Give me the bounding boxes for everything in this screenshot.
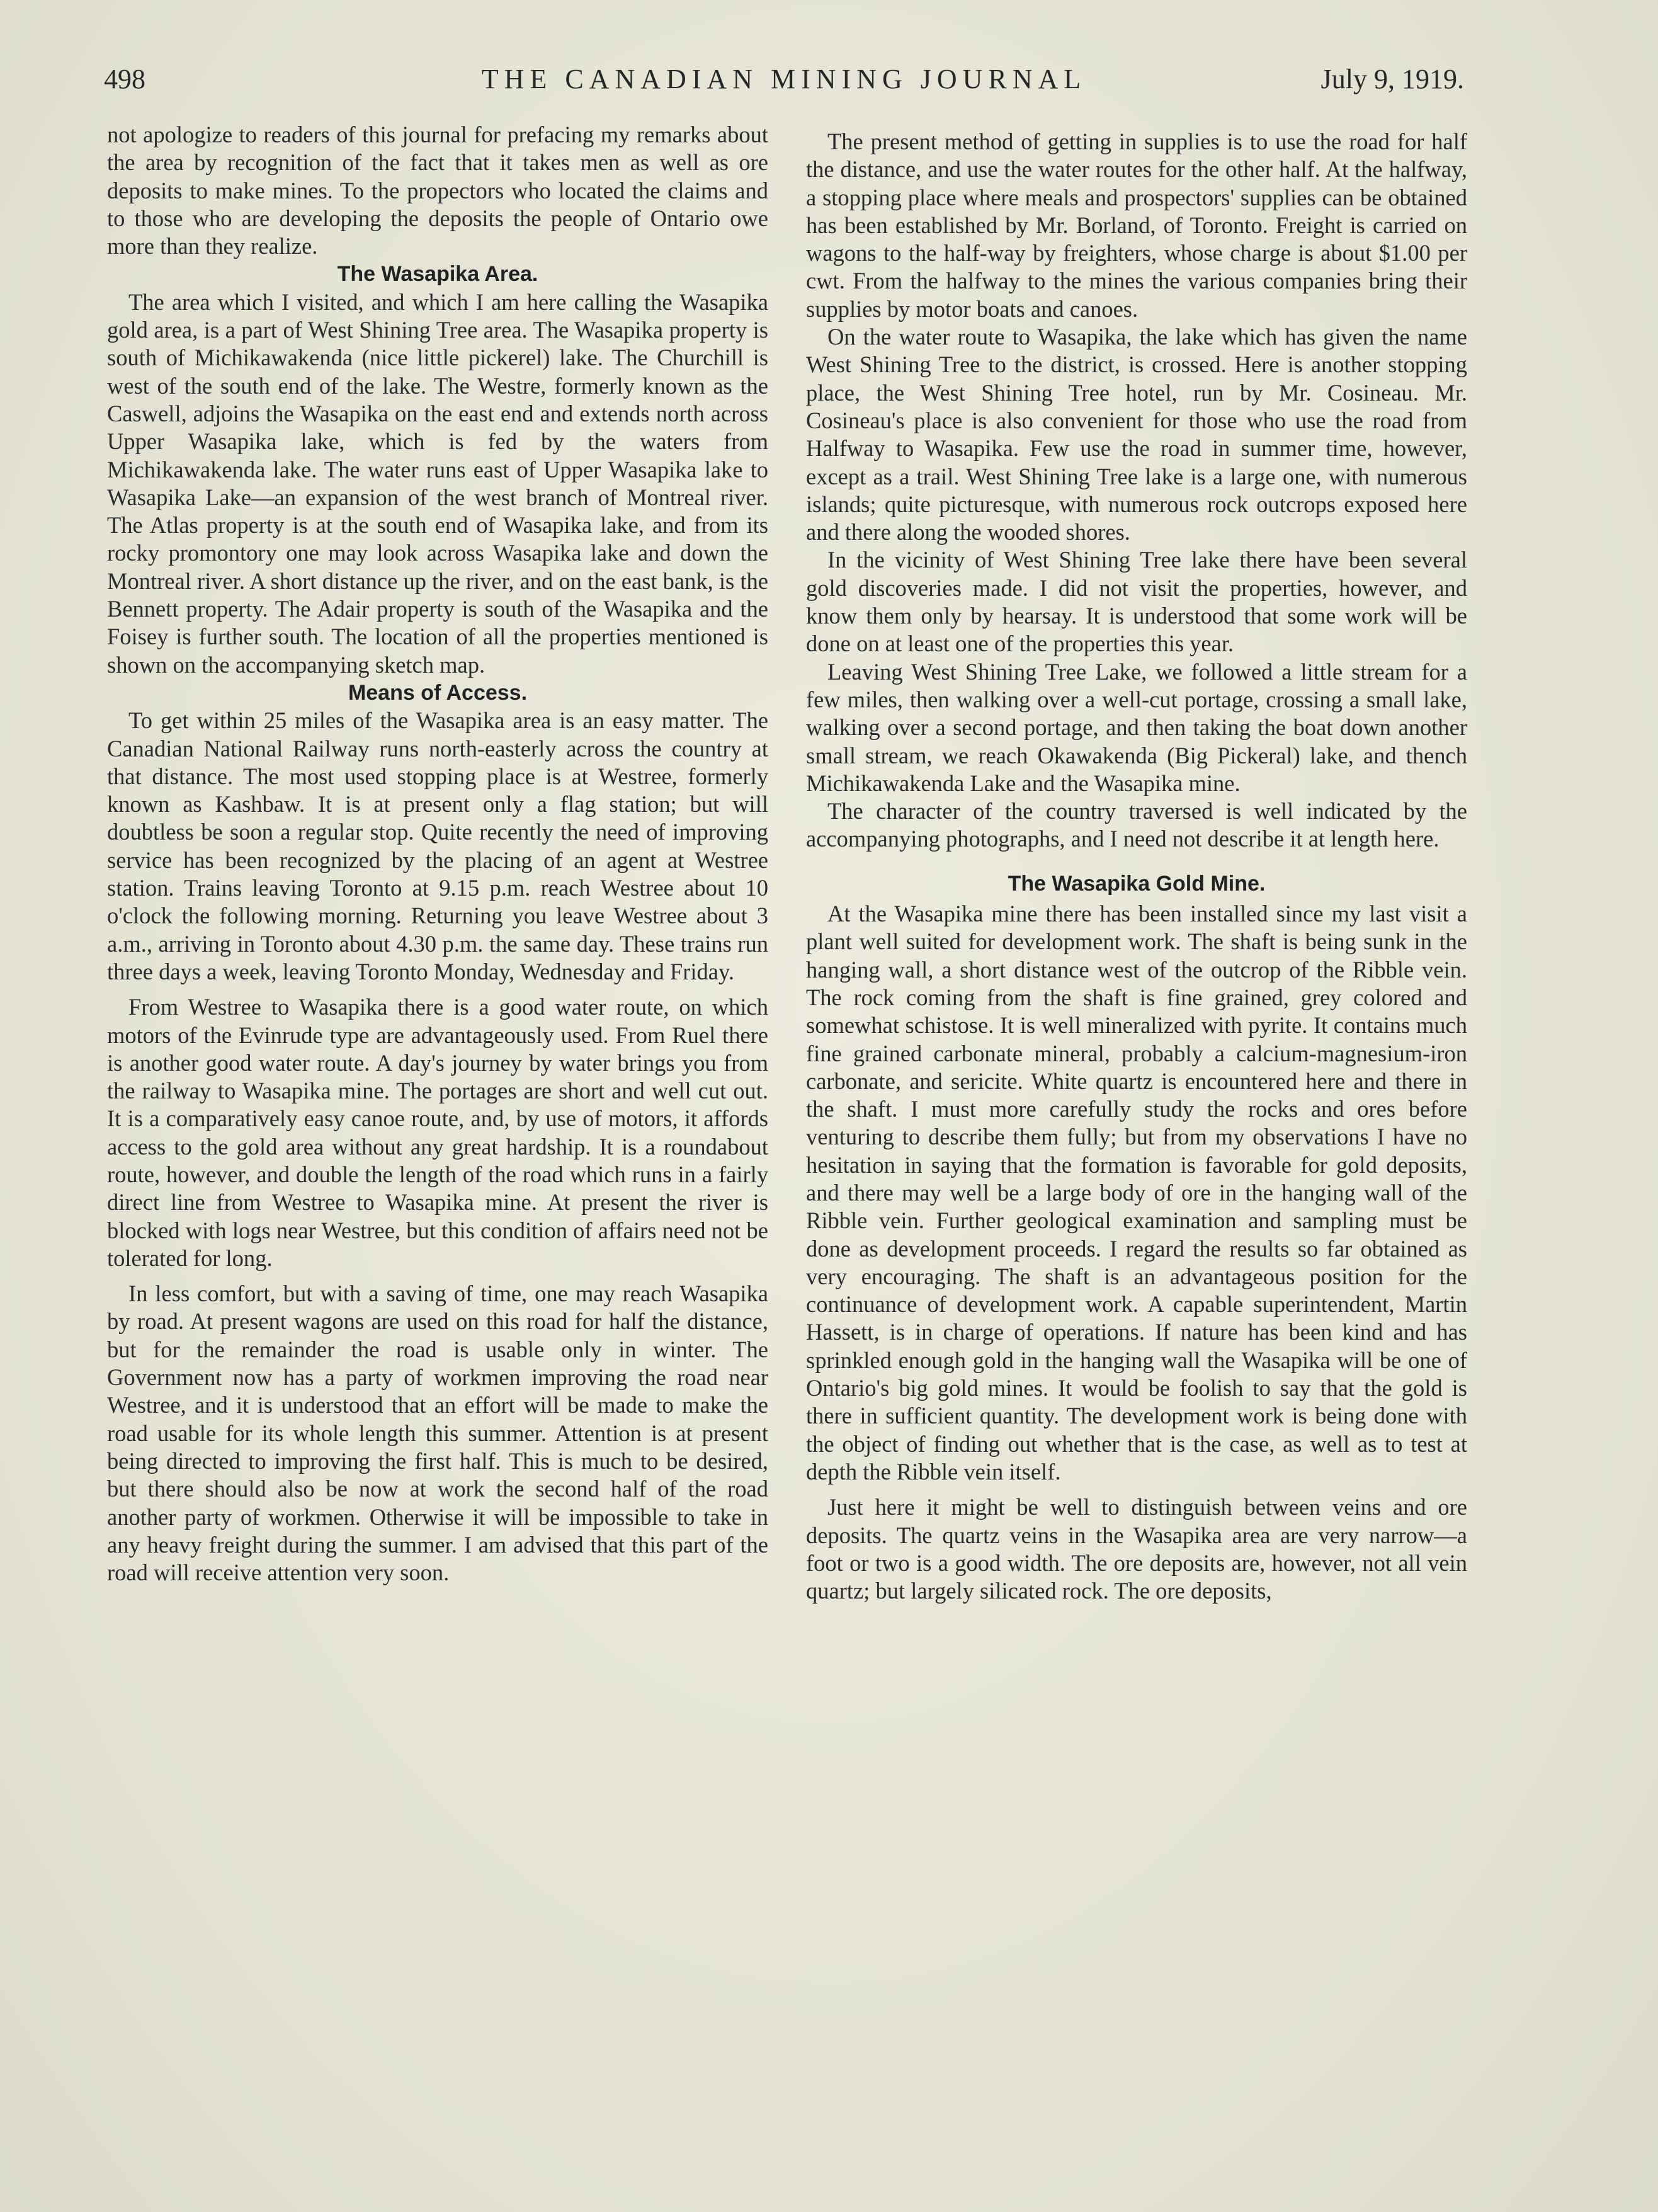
section-heading-means-of-access: Means of Access. (348, 680, 528, 705)
journal-title: THE CANADIAN MINING JOURNAL (481, 64, 1087, 94)
section-heading-wasapika-area: The Wasapika Area. (337, 262, 538, 287)
running-header (104, 63, 1464, 101)
paragraph: From Westree to Wasapika there is a good water route, on which motors of the Evinrude type are advantageously used. From Ruel there is another good water route. A day's journey by water brings you from the railway to Wasapika mine. The portages are short and well cut out. It is a comparatively easy canoe route, and, by use of motors, it affords access to the gold area without any great hardship. It is a roundabout route, however, and double the length of the road which runs in a fairly direct line from Westree to Wasapika mine. At present the river is blocked with logs near Westree, but this condition of affairs need not be tolerated for long. (107, 994, 768, 1271)
right-column (806, 128, 1467, 1605)
paragraph: Leaving West Shining Tree Lake, we followed a little stream for a few miles, then walking over a well-cut portage, crossing a small lake, walking over a second portage, and then taking the boat down another small stream, we reach Okawakenda (Big Pickeral) lake, and thench Michikawakenda Lake and the Wasapika mine. (806, 658, 1467, 796)
paragraph: On the water route to Wasapika, the lake which has given the name West Shining Tree to the district, is crossed. Here is another stopping place, the West Shining Tree hotel, run by Mr. Cosineau. Mr. Cosineau's place is also convenient for those who use the road from Halfway to Wasapika. Few use the road in summer time, however, except as a trail. West Shining Tree lake is a large one, with numerous islands; quite picturesque, with numerous rock outcrops exposed here and there along the wooded shores. (806, 324, 1467, 545)
paragraph: not apologize to readers of this journal for prefacing my remarks about the area by recognition of the fact that it takes men as well as ore deposits to make mines. To the propectors who located the claims and to those who are developing the deposits the people of Ontario owe more than they realize. (107, 122, 768, 259)
paragraph: In less comfort, but with a saving of time, one may reach Wasapika by road. At present wagons are used on this road for half the distance, but for the remainder the road is usable only in winter. The Government now has a party of workmen improving the road near Westree, and it is understood that an effort will be made to make the road usable for its whole length this summer. Attention is at present being directed to improving the first half. This is much to be desired, but there should also be now at work the second half of the road another party of workmen. Otherwise it will be impossible to take in any heavy freight during the summer. I am advised that this part of the road will receive attention very soon. (107, 1280, 768, 1586)
paragraph: In the vicinity of West Shining Tree lake there have been several gold discoveries made. I did not visit the properties, however, and know them only by hearsay. It is understood that some work will be done on at least one of the properties this year. (806, 547, 1467, 657)
paragraph: At the Wasapika mine there has been installed since my last visit a plant well suited for development work. The shaft is being sunk in the hanging wall, a short distance west of the outcrop of the Ribble vein. The rock coming from the shaft is fine grained, grey colored and somewhat schistose. It is well mineralized with pyrite. It contains much fine grained carbonate mineral, probably a calcium-magnesium-iron carbonate, and sericite. White quartz is encountered here and there in the shaft. I must more carefully study the rocks and ores before venturing to describe them fully; but from my observations I have no hesitation in saying that the formation is favorable for gold deposits, and there may well be a large body of ore in the hanging wall of the Ribble vein. Further geological examination and sampling must be done as development proceeds. I regard the results so far obtained as very encouraging. The shaft is an advantageous position for the continuance of development work. A capable superintendent, Martin Hassett, is in charge of operations. If nature has been kind and has sprinkled enough gold in the hanging wall the Wasapika will be one of Ontario's big gold mines. It would be foolish to say that the gold is there in sufficient quantity. The development work is being done with the object of finding out whether that is the case, as well as to test at depth the Ribble vein itself. (806, 901, 1467, 1485)
left-column (107, 121, 768, 1587)
paragraph: To get within 25 miles of the Wasapika area is an easy matter. The Canadian National Railway runs north-easterly across the country at that distance. The most used stopping place is at Westree, formerly known as Kashbaw. It is at present only a flag station; but will doubtless be soon a regular stop. Quite recently the need of improving service has been recognized by the placing of an agent at Westree station. Trains leaving Toronto at 9.15 p.m. reach Westree about 10 o'clock the following morning. Returning you leave Westree about 3 a.m., arriving in Toronto about 4.30 p.m. the same day. These trains run three days a week, leaving Toronto Monday, Wednesday and Friday. (107, 707, 768, 984)
page-number: 498 (104, 64, 145, 94)
paragraph: The present method of getting in supplies is to use the road for half the distance, and use the water routes for the other half. At the halfway, a stopping place where meals and prospectors' supplies can be obtained has been established by Mr. Borland, of Toronto. Freight is carried on wagons to the half-way by freighters, whose charge is about $1.00 per cwt. From the halfway to the mines the various companies bring their supplies by motor boats and canoes. (806, 128, 1467, 322)
section-heading-gold-mine: The Wasapika Gold Mine. (1008, 871, 1266, 896)
paragraph: The character of the country traversed is well indicated by the accompanying photographs, and I need not describe it at length here. (806, 798, 1467, 852)
issue-date: July 9, 1919. (1320, 64, 1464, 94)
paragraph: The area which I visited, and which I am here calling the Wasapika gold area, is a part of West Shining Tree area. The Wasapika property is south of Michikawakenda (nice little pickerel) lake. The Churchill is west of the south end of the lake. The Westre, formerly known as the Caswell, adjoins the Wasapika on the east end and extends north across Upper Wasapika lake, which is fed by the waters from Michikawakenda lake. The water runs east of Upper Wasapika lake to Wasapika Lake—an expansion of the west branch of Montreal river. The Atlas property is at the south end of Wasapika lake, and from its rocky promontory one may look across Wasapika lake and down the Montreal river. A short distance up the river, and on the east bank, is the Bennett property. The Adair property is south of the Wasapika and the Foisey is further south. The location of all the properties mentioned is shown on the accompanying sketch map. (107, 288, 768, 678)
paragraph: Just here it might be well to distinguish between veins and ore deposits. The quartz veins in the Wasapika area are very narrow—a foot or two is a good width. The ore deposits are, however, not all vein quartz; but largely silicated rock. The ore deposits, (806, 1494, 1467, 1604)
